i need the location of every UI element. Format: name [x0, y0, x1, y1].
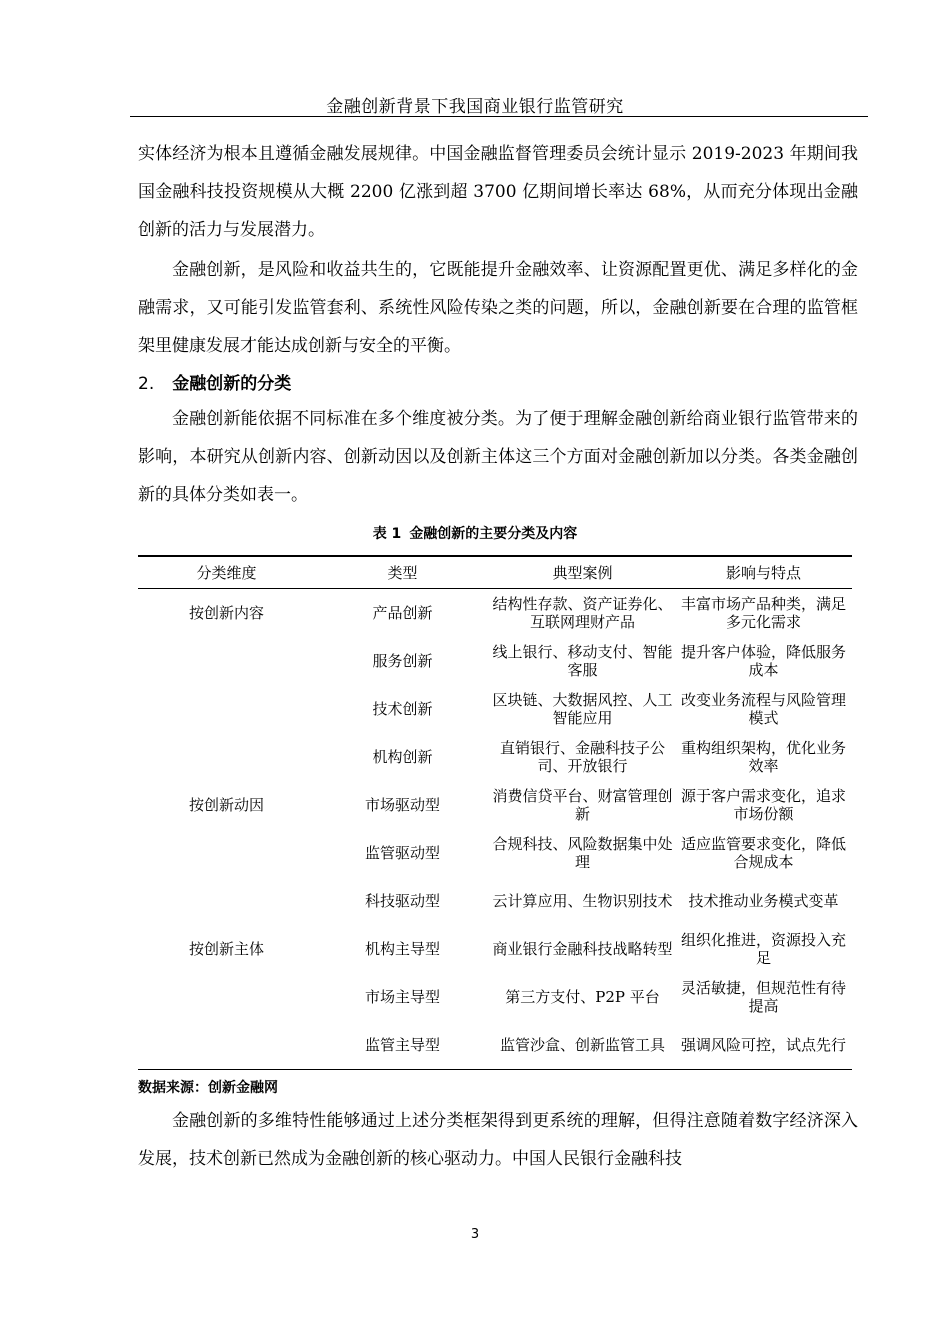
paragraph-1: 实体经济为根本且遵循金融发展规律。中国金融监督管理委员会统计显示 2019-2023 年期间我国金融科技投资规模从大概 2200 亿涨到超 3700 亿期间增长率达 68%，从而充分体现出金融创新的活力与发展潜力。: [138, 144, 858, 240]
table-row: [138, 1021, 852, 1070]
cell-case: 合规科技、风险数据集中处理: [492, 835, 673, 871]
table-row: [138, 829, 852, 877]
cell-type: 机构创新: [372, 748, 433, 766]
section-title: 金融创新的分类: [172, 374, 292, 394]
cell-type: 市场主导型: [364, 988, 440, 1006]
paragraph-4: 金融创新的多维特性能够通过上述分类框架得到更系统的理解，但得注意随着数字经济深入发展，技术创新已然成为金融创新的核心驱动力。中国人民银行金融科技: [138, 1111, 858, 1169]
cell-dimension: [138, 973, 315, 1021]
section-number: 2.: [138, 374, 155, 394]
table-row: [138, 637, 852, 685]
cell-case: 商业银行金融科技战略转型: [492, 940, 673, 958]
paragraph-2: 金融创新，是风险和收益共生的，它既能提升金融效率、让资源配置更优、满足多样化的金融需求，又可能引发监管套利、系统性风险传染之类的问题，所以，金融创新要在合理的监管框架里健康发展才能达成创新与安全的平衡。: [138, 260, 858, 356]
cell-case: 结构性存款、资产证券化、互联网理财产品: [492, 595, 673, 631]
cell-dimension: [138, 1021, 315, 1070]
header-impact: 影响与特点: [675, 556, 852, 589]
cell-case: 消费信贷平台、财富管理创新: [492, 787, 673, 823]
cell-type: 市场驱动型: [364, 796, 440, 814]
cell-type: 服务创新: [372, 652, 433, 670]
page-number: 3: [470, 1227, 480, 1242]
header-case: 典型案例: [490, 556, 675, 589]
table-row: [138, 973, 852, 1021]
cell-case: 区块链、大数据风控、人工智能应用: [492, 691, 673, 727]
cell-impact: 提升客户体验，降低服务成本: [680, 643, 846, 679]
cell-impact: 灵活敏捷，但规范性有待提高: [680, 979, 846, 1015]
cell-case: 监管沙盒、创新监管工具: [490, 1021, 675, 1070]
cell-dimension: [138, 637, 315, 685]
table-caption-number: 表 1: [372, 526, 402, 542]
cell-dimension: [138, 685, 315, 733]
cell-impact: 强调风险可控，试点先行: [675, 1021, 852, 1070]
cell-type: 科技驱动型: [364, 892, 440, 910]
classification-table: [138, 555, 852, 1070]
cell-case: 线上银行、移动支付、智能客服: [492, 643, 673, 679]
header-rule: [130, 116, 868, 117]
cell-impact: 组织化推进，资源投入充足: [680, 931, 846, 967]
cell-dimension: 按创新内容: [188, 604, 264, 622]
cell-type: 产品创新: [372, 604, 433, 622]
cell-impact: 技术推动业务模式变革: [688, 892, 839, 910]
cell-dimension: [138, 877, 315, 925]
cell-type: 监管驱动型: [364, 844, 440, 862]
table-caption: [0, 523, 950, 543]
data-source-note: 数据来源：创新金融网: [138, 1080, 278, 1096]
cell-impact: 重构组织架构，优化业务效率: [680, 739, 846, 775]
cell-impact: 源于客户需求变化，追求市场份额: [680, 787, 846, 823]
cell-impact: 适应监管要求变化，降低合规成本: [680, 835, 846, 871]
table-caption-title: 金融创新的主要分类及内容: [409, 526, 578, 542]
cell-type: 监管主导型: [315, 1021, 490, 1070]
table-row: [138, 589, 852, 638]
paragraph-3: 金融创新能依据不同标准在多个维度被分类。为了便于理解金融创新给商业银行监管带来的影响，本研究从创新内容、创新动因以及创新主体这三个方面对金融创新加以分类。各类金融创新的具体分类如表一。: [138, 409, 858, 505]
section-heading: [138, 369, 291, 394]
cell-case: 云计算应用、生物识别技术: [492, 892, 673, 910]
table-row: [138, 685, 852, 733]
cell-impact: 丰富市场产品种类，满足多元化需求: [680, 595, 846, 631]
cell-dimension: [138, 733, 315, 781]
cell-impact: 改变业务流程与风险管理模式: [680, 691, 846, 727]
cell-type: 机构主导型: [364, 940, 440, 958]
cell-case: 直销银行、金融科技子公司、开放银行: [499, 739, 665, 775]
cell-dimension: 按创新主体: [188, 940, 264, 958]
header-dimension: 分类维度: [138, 556, 315, 589]
table-row: [138, 925, 852, 973]
cell-dimension: [138, 829, 315, 877]
cell-dimension: 按创新动因: [188, 796, 264, 814]
table-row: [138, 877, 852, 925]
table-header-row: [138, 556, 852, 589]
table-row: [138, 781, 852, 829]
running-header-title: 金融创新背景下我国商业银行监管研究: [326, 97, 624, 117]
cell-case: 第三方支付、P2P 平台: [505, 988, 660, 1006]
header-type: 类型: [315, 556, 490, 589]
table-row: [138, 733, 852, 781]
cell-type: 技术创新: [372, 700, 433, 718]
